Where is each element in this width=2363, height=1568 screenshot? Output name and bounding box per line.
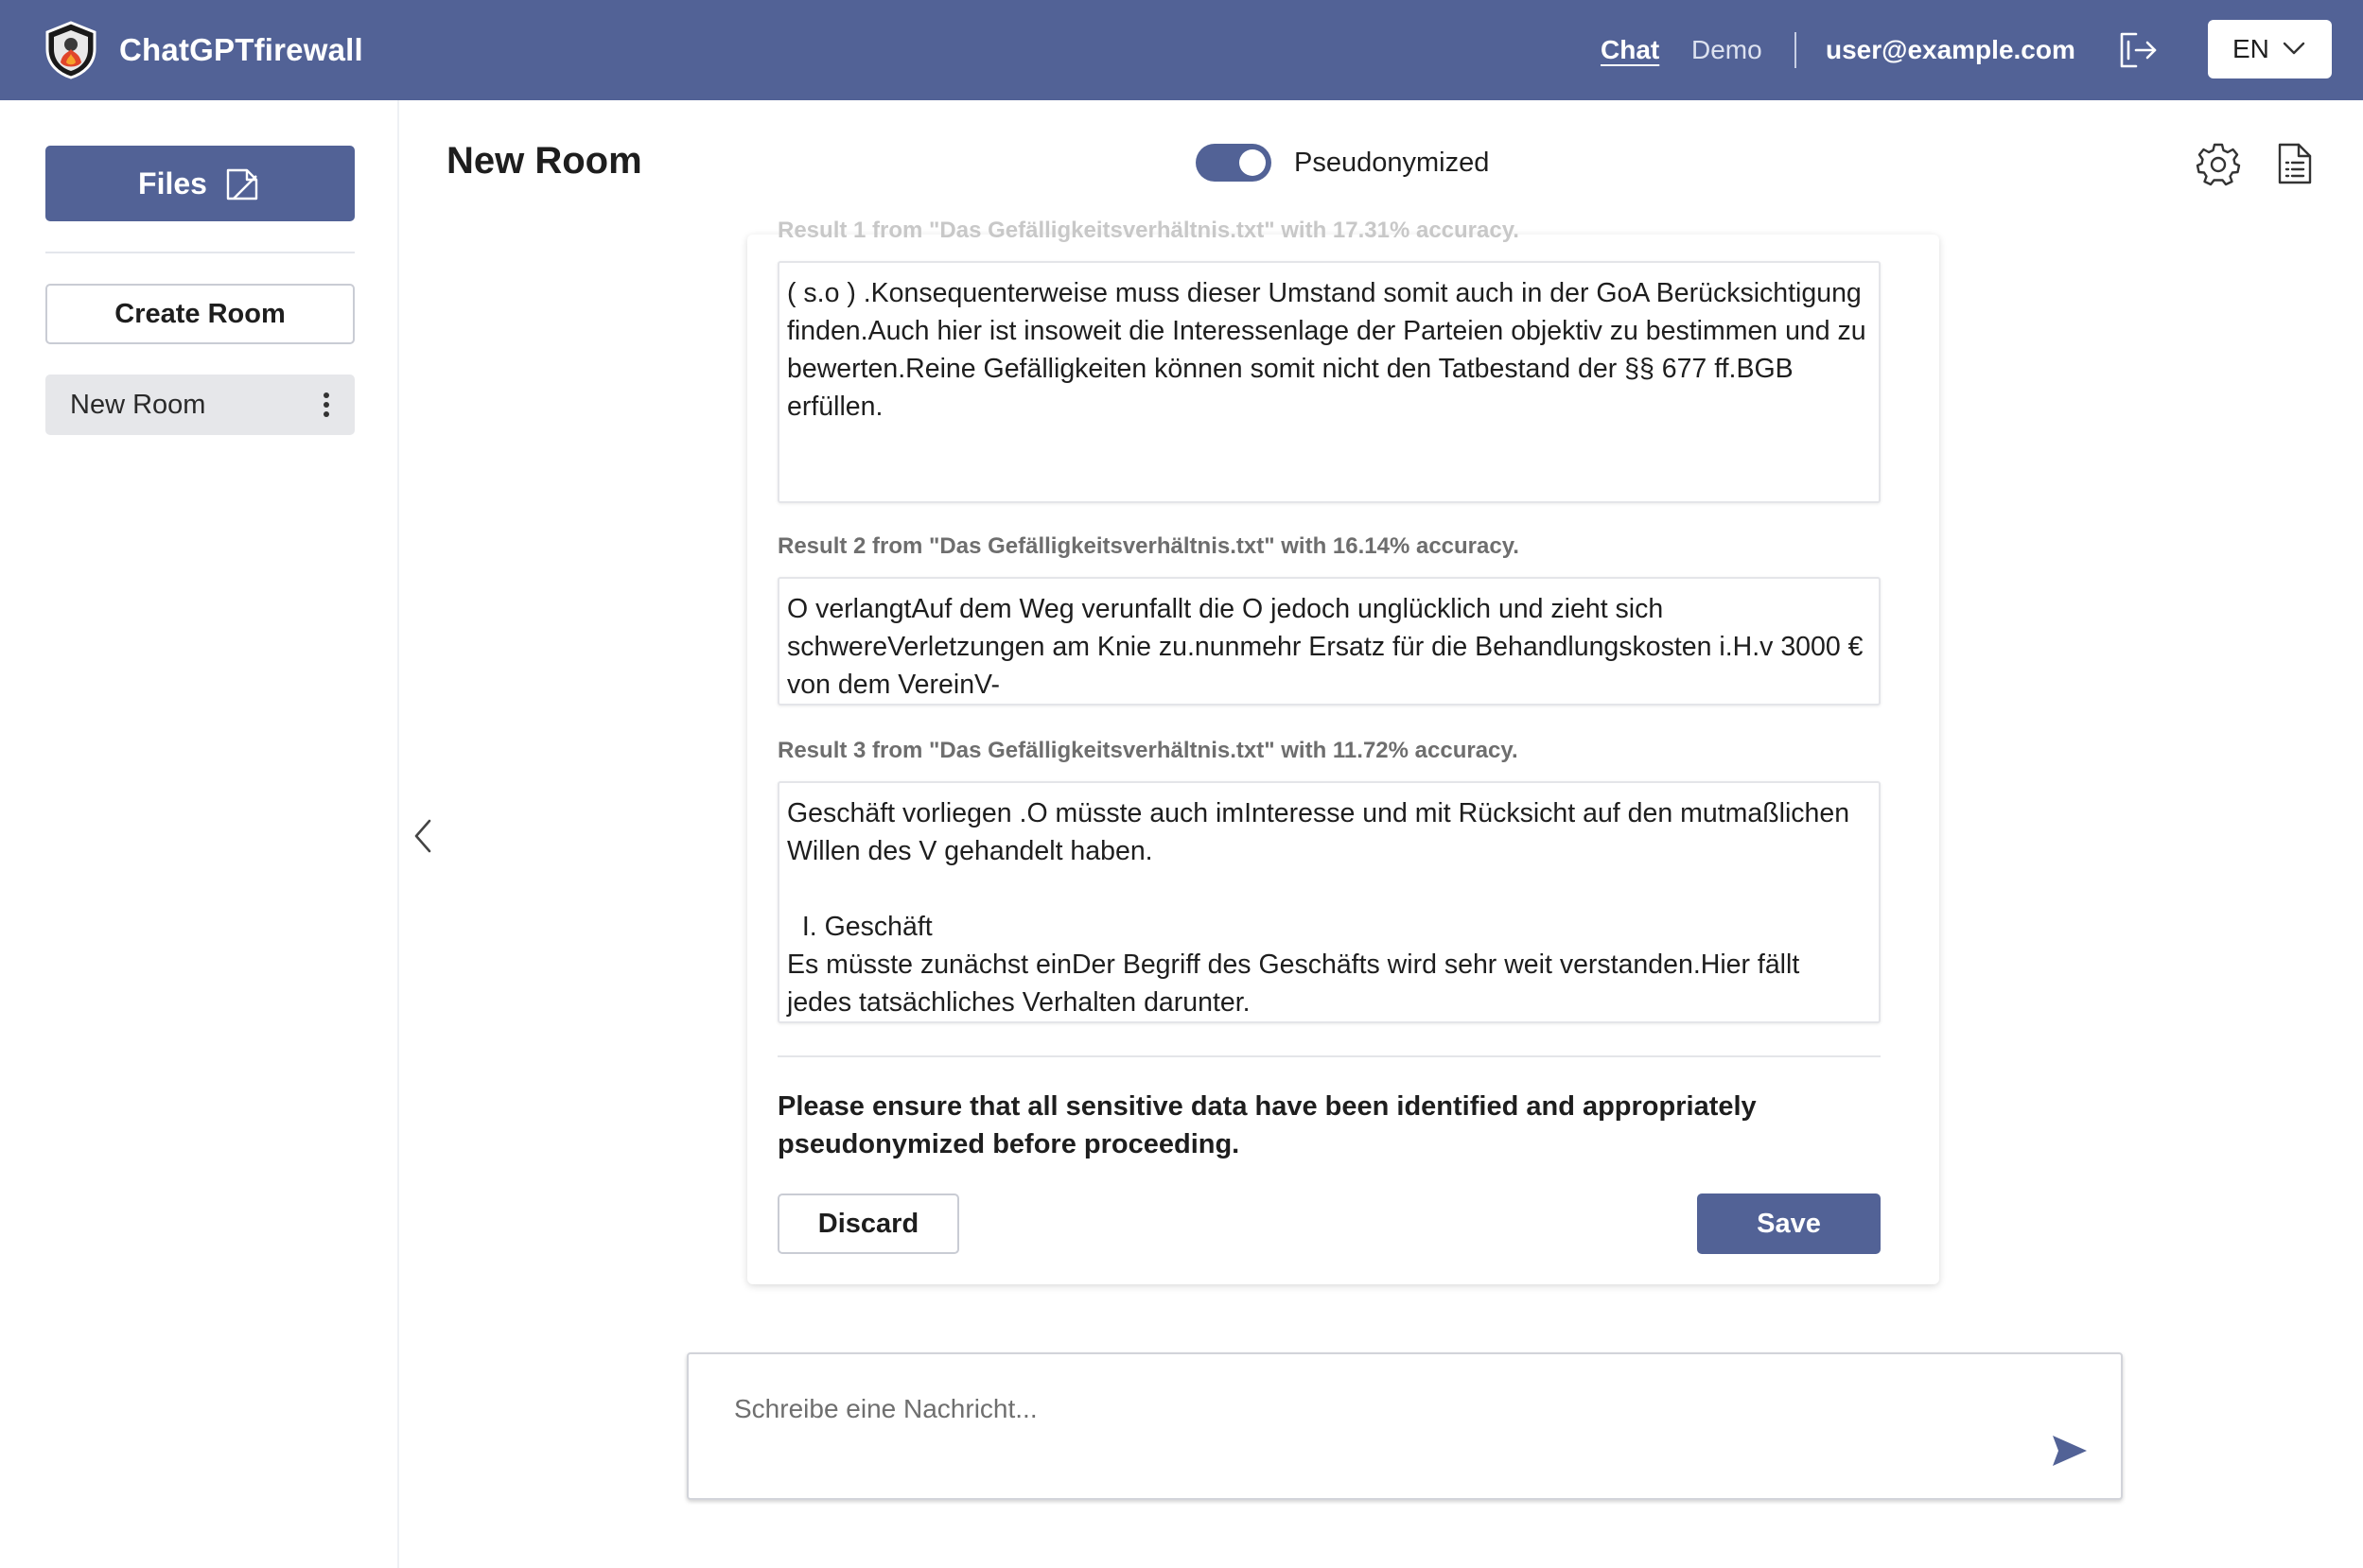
result-text-box[interactable]: O verlangtAuf dem Weg verunfallt die O jedoch unglücklich und zieht sich schwereVerletzungen am Knie zu.nunmehr Ersatz für die Behandlungskosten i.H.v 3000 € von dem VereinV- bbox=[778, 577, 1881, 706]
warning-text: Please ensure that all sensitive data have been identified and appropriately pseudonymized before proceeding. bbox=[778, 1091, 1757, 1159]
files-icon bbox=[224, 165, 262, 202]
message-input[interactable] bbox=[734, 1388, 1964, 1430]
app-title: ChatGPTfirewall bbox=[119, 32, 363, 67]
room-name: New Room bbox=[70, 389, 206, 420]
room-title: New Room bbox=[446, 140, 642, 182]
sidebar bbox=[0, 100, 399, 1568]
more-vertical-icon[interactable] bbox=[323, 392, 330, 418]
toggle-knob bbox=[1239, 149, 1266, 176]
sidebar-divider bbox=[45, 252, 355, 253]
result-label: Result 3 from "Das Gefälligkeitsverhältnis.txt" with 11.72% accuracy. bbox=[778, 738, 1518, 763]
discard-button[interactable]: Discard bbox=[778, 1193, 959, 1254]
nav-divider bbox=[1794, 32, 1796, 68]
files-button[interactable] bbox=[45, 146, 355, 221]
user-email: user@example.com bbox=[1826, 35, 2075, 64]
brand[interactable] bbox=[44, 21, 363, 79]
result-label: Result 1 from "Das Gefälligkeitsverhältnis.txt" with 17.31% accuracy. bbox=[778, 218, 1519, 243]
pseudonymized-toggle[interactable] bbox=[1196, 144, 1271, 182]
document-icon[interactable] bbox=[2276, 142, 2314, 185]
pseudonymization-panel bbox=[747, 218, 1939, 1284]
toggle-label: Pseudonymized bbox=[1294, 148, 1490, 178]
top-bar bbox=[0, 0, 2363, 100]
message-composer bbox=[687, 1352, 2123, 1500]
result-label: Result 2 from "Das Gefälligkeitsverhältnis.txt" with 16.14% accuracy. bbox=[778, 533, 1519, 559]
nav-chat-link[interactable]: Chat bbox=[1601, 35, 1660, 64]
nav-demo-link[interactable]: Demo bbox=[1691, 35, 1762, 64]
send-icon[interactable] bbox=[2051, 1432, 2089, 1470]
gear-icon[interactable] bbox=[2197, 142, 2240, 185]
chevron-down-icon bbox=[2283, 41, 2305, 56]
chevron-left-icon[interactable] bbox=[409, 817, 437, 855]
sidebar-item-room[interactable] bbox=[45, 375, 355, 435]
files-button-label: Files bbox=[138, 166, 207, 200]
language-value: EN bbox=[2232, 34, 2269, 63]
result-text-box[interactable]: ( s.o ) .Konsequenterweise muss dieser Umstand somit auch in der GoA Berücksichtigung finden.Auch hier ist insoweit die Interessenlage der Parteien objektiv zu bestimmen und zu bewerten.Reine Gefälligkeiten können somit nicht den Tatbestand der §§ 677 ff.BGB erfüllen. bbox=[778, 261, 1881, 503]
panel-divider bbox=[778, 1055, 1881, 1057]
save-button[interactable]: Save bbox=[1697, 1193, 1881, 1254]
shield-logo-icon bbox=[44, 21, 98, 79]
logout-icon[interactable] bbox=[2117, 30, 2159, 70]
result-text-box[interactable]: Geschäft vorliegen .O müsste auch imInteresse und mit Rücksicht auf den mutmaßlichen Willen des V gehandelt haben. I. Geschäft Es müsste zunächst einDer Begriff des Geschäfts wird sehr weit verstanden.Hier fällt jedes tatsächliches Verhalten darunter. bbox=[778, 781, 1881, 1023]
create-room-button[interactable]: Create Room bbox=[45, 284, 355, 344]
language-select[interactable] bbox=[2208, 20, 2332, 78]
